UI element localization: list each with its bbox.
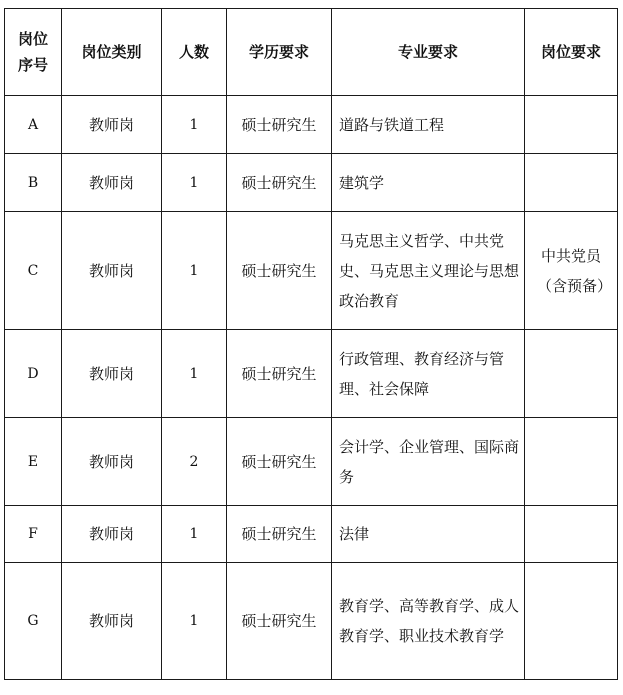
category-cell: 教师岗 [62, 330, 162, 418]
education-cell: 硕士研究生 [227, 506, 332, 563]
header-requirement: 岗位要求 [525, 9, 618, 96]
header-education: 学历要求 [227, 9, 332, 96]
education-cell: 硕士研究生 [227, 330, 332, 418]
major-cell: 教育学、高等教育学、成人教育学、职业技术教育学 [332, 563, 525, 680]
category-cell: 教师岗 [62, 212, 162, 330]
major-cell: 建筑学 [332, 154, 525, 212]
count-cell: 1 [162, 330, 227, 418]
count-cell: 2 [162, 418, 227, 506]
table-row [5, 212, 618, 330]
count-cell: 1 [162, 563, 227, 680]
table-row [5, 418, 618, 506]
header-category: 岗位类别 [62, 9, 162, 96]
education-cell: 硕士研究生 [227, 96, 332, 154]
table-row [5, 563, 618, 680]
category-cell: 教师岗 [62, 418, 162, 506]
category-cell: 教师岗 [62, 506, 162, 563]
category-cell: 教师岗 [62, 563, 162, 680]
education-cell: 硕士研究生 [227, 212, 332, 330]
position-no-cell: D [5, 330, 62, 418]
count-cell: 1 [162, 212, 227, 330]
position-no-cell: A [5, 96, 62, 154]
education-cell: 硕士研究生 [227, 154, 332, 212]
requirement-cell [525, 563, 618, 680]
education-cell: 硕士研究生 [227, 418, 332, 506]
table-row [5, 96, 618, 154]
header-position-no: 岗位序号 [5, 9, 62, 96]
count-cell: 1 [162, 154, 227, 212]
table-row [5, 330, 618, 418]
position-no-cell: E [5, 418, 62, 506]
position-no-cell: G [5, 563, 62, 680]
major-cell: 马克思主义哲学、中共党史、马克思主义理论与思想政治教育 [332, 212, 525, 330]
requirement-cell [525, 96, 618, 154]
requirement-cell: 中共党员（含预备） [525, 212, 618, 330]
requirement-cell [525, 418, 618, 506]
requirement-cell [525, 506, 618, 563]
major-cell: 道路与铁道工程 [332, 96, 525, 154]
major-cell: 会计学、企业管理、国际商务 [332, 418, 525, 506]
position-no-cell: B [5, 154, 62, 212]
count-cell: 1 [162, 96, 227, 154]
positions-table [4, 8, 618, 680]
requirement-cell [525, 154, 618, 212]
header-row [5, 9, 618, 96]
category-cell: 教师岗 [62, 96, 162, 154]
education-cell: 硕士研究生 [227, 563, 332, 680]
header-major: 专业要求 [332, 9, 525, 96]
requirement-cell [525, 330, 618, 418]
major-cell: 法律 [332, 506, 525, 563]
table-row [5, 506, 618, 563]
count-cell: 1 [162, 506, 227, 563]
table-row [5, 154, 618, 212]
category-cell: 教师岗 [62, 154, 162, 212]
major-cell: 行政管理、教育经济与管理、社会保障 [332, 330, 525, 418]
position-no-cell: F [5, 506, 62, 563]
header-count: 人数 [162, 9, 227, 96]
position-no-cell: C [5, 212, 62, 330]
